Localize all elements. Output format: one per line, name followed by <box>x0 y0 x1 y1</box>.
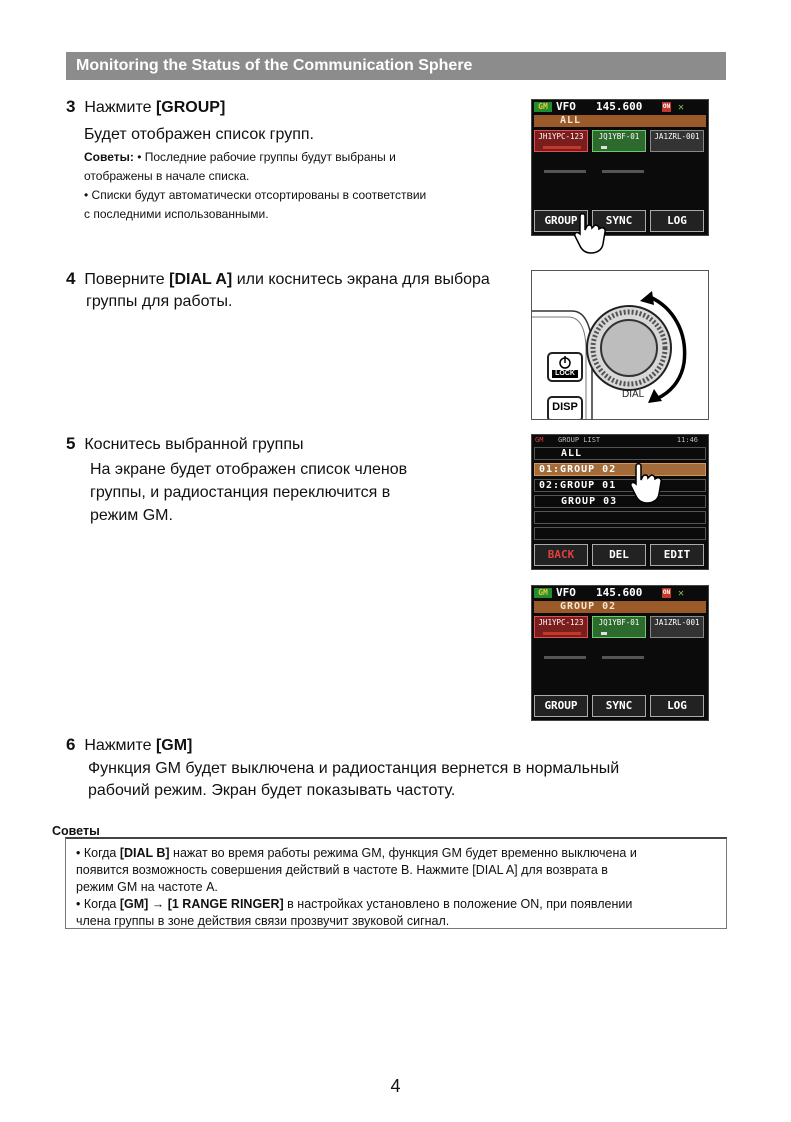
group-bar: ALL <box>534 115 706 127</box>
signal-icon: ✕ <box>678 102 685 113</box>
dial-illustration <box>531 270 709 420</box>
member-tile[interactable]: JA1ZRL-001 <box>650 616 704 638</box>
signal-icon: ✕ <box>678 588 685 599</box>
step-number: 6 <box>66 735 76 754</box>
dial-label: DIAL <box>622 389 645 400</box>
log-softkey[interactable]: LOG <box>650 695 704 717</box>
gm-indicator: GM <box>534 102 552 112</box>
radio-screen-group02 <box>531 585 709 721</box>
on-indicator: ON <box>662 103 671 110</box>
hand-pointer-icon <box>572 212 612 256</box>
gm-indicator: GM <box>535 436 544 444</box>
empty-slot <box>544 170 586 173</box>
frequency: 145.600 <box>596 100 643 113</box>
step-number: 5 <box>66 434 76 453</box>
empty-slot <box>602 170 644 173</box>
group-softkey[interactable]: GROUP <box>534 695 588 717</box>
vfo-label: VFO <box>556 100 576 113</box>
list-title: GROUP LIST <box>558 436 601 444</box>
hand-pointer-icon <box>628 462 668 506</box>
key-label: [DIAL A] <box>169 271 233 288</box>
edit-softkey[interactable]: EDIT <box>650 544 704 566</box>
group-list-empty[interactable] <box>534 511 706 524</box>
step-number: 4 <box>66 269 76 288</box>
frequency: 145.600 <box>596 586 643 599</box>
tips-box: • Когда [DIAL B] нажат во время работы режима GM, функция GM будет временно выключена и появится возможность совершения действий в частоте B. Нажмите [DIAL A] для возврата в режим GM на частоте A. • Когда [GM] → [1 RANGE RINGER] в настройках установлено в положение ON, при появлении члена группы в зоне действия связи прозвучит звуковой сигнал. <box>65 837 727 929</box>
group-list-item[interactable]: GROUP 03 <box>534 495 706 508</box>
group-list-item-selected[interactable]: 01:GROUP 02 <box>534 463 706 476</box>
member-tile[interactable]: JH1YPC-123 <box>534 616 588 638</box>
page-number: 4 <box>390 1076 401 1096</box>
group-list-empty[interactable] <box>534 527 706 540</box>
empty-slot <box>544 656 586 659</box>
back-softkey[interactable]: BACK <box>534 544 588 566</box>
sync-softkey[interactable]: SYNC <box>592 210 646 232</box>
on-indicator: ON <box>662 589 671 596</box>
step3-result: Будет отображен список групп. <box>84 126 314 143</box>
radio-screen-group-list <box>531 434 709 570</box>
step-number: 3 <box>66 97 76 116</box>
empty-slot <box>602 656 644 659</box>
dial-drawing <box>532 271 708 419</box>
member-tile[interactable]: JH1YPC-123 <box>534 130 588 152</box>
section-header: Monitoring the Status of the Communication Sphere <box>66 52 726 80</box>
del-softkey[interactable]: DEL <box>592 544 646 566</box>
disp-label: DISP <box>552 401 578 413</box>
group-list-item[interactable]: ALL <box>534 447 706 460</box>
gm-indicator: GM <box>534 588 552 598</box>
step5-title: 5 Коснитесь выбранной группы <box>66 434 304 453</box>
key-label: [GROUP] <box>155 99 226 116</box>
step6-body: Функция GM будет выключена и радиостанция вернется в нормальный рабочий режим. Экран будет показывать частоту. <box>88 760 620 799</box>
step3-instruction: 3 Нажмите [GROUP] <box>66 97 226 116</box>
tips-label: Советы <box>52 824 100 838</box>
step4-instruction: 4 Поверните [DIAL A] или коснитесь экрана для выбора группы для работы. <box>66 269 490 310</box>
radio-screen-all <box>531 99 709 236</box>
key-label: [GM] <box>155 737 193 754</box>
step3-tips: Советы: • Последние рабочие группы будут выбраны и отображены в начале списка. • Списки будут автоматически отсортированы в соответствии с последними использованными. <box>84 150 427 221</box>
lock-label: LOCK <box>555 370 575 377</box>
vfo-label: VFO <box>556 586 576 599</box>
group-softkey[interactable]: GROUP <box>534 210 588 232</box>
group-list-item[interactable]: 02:GROUP 01 <box>534 479 706 492</box>
step5-body: На экране будет отображен список членов группы, и радиостанция переключится в режим GM. <box>90 461 408 524</box>
member-tile[interactable]: JQ1YBF-01 <box>592 616 646 638</box>
group-bar: GROUP 02 <box>534 601 706 613</box>
log-softkey[interactable]: LOG <box>650 210 704 232</box>
sync-softkey[interactable]: SYNC <box>592 695 646 717</box>
clock: 11:46 <box>676 436 698 444</box>
member-tile[interactable]: JQ1YBF-01 <box>592 130 646 152</box>
step6-instruction: 6 Нажмите [GM] <box>66 735 193 754</box>
member-tile[interactable]: JA1ZRL-001 <box>650 130 704 152</box>
